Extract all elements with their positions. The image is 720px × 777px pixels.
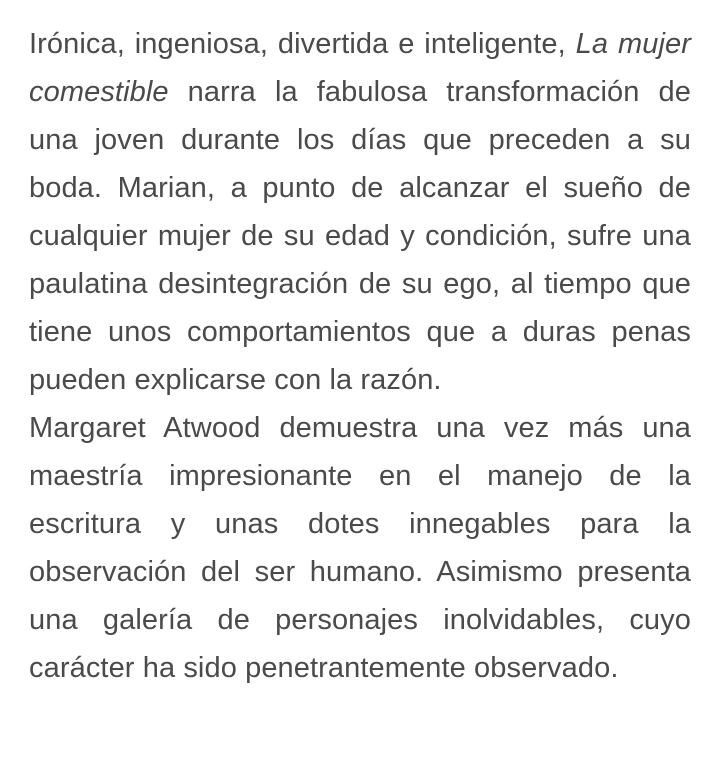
book-title: La mujer comestible [29,28,691,108]
synopsis-text [29,20,691,692]
synopsis-paragraph-2: Margaret Atwood demuestra una vez más una maestría impresionante en el manejo de la escritura y unas dotes innegables para la observación del ser humano. Asimismo presenta una galería de personajes inolvidables, cuyo carácter ha sido penetrantemente observado. [29,412,691,684]
paragraph-1-lead: Irónica, ingeniosa, divertida e inteligente, [29,28,576,60]
paragraph-1-body: narra la fabulosa transformación de una joven durante los días que preceden a su boda. Marian, a punto de alcanzar el sueño de cualquier mujer de su edad y condición, sufre una paulatina desintegración de su ego, al tiempo que tiene unos comportamientos que a duras penas pueden explicarse con la razón. [29,76,691,396]
synopsis-paragraph-1 [29,20,691,404]
